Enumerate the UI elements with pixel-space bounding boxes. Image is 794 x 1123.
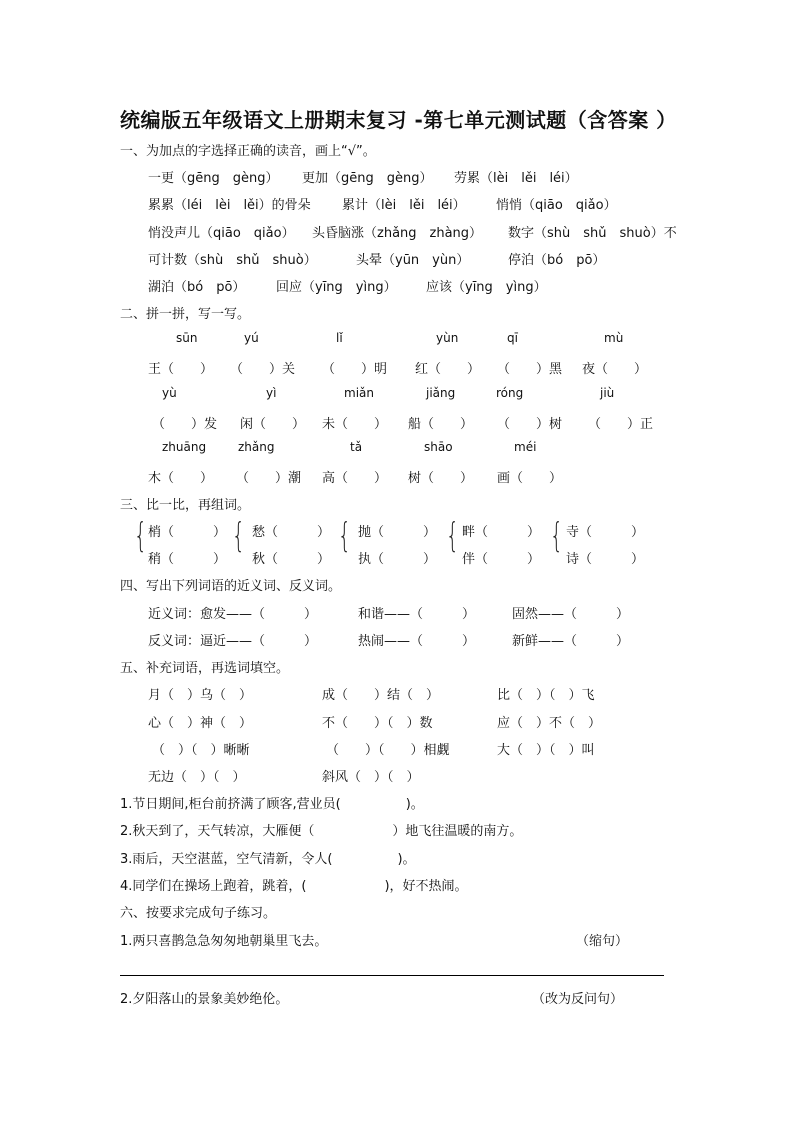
s1-item: 头晕（yūn yùn）	[356, 253, 470, 268]
blank-word: 王（ ）	[148, 362, 214, 377]
compare-word: 稍（ ）	[148, 552, 227, 567]
section-2-heading: 二、拼一拼，写一写。	[120, 307, 251, 322]
synonym-item: 固然——（ ）	[512, 607, 630, 622]
s1-item: 劳累（lèi lěi léi）	[454, 171, 578, 186]
section-5-heading: 五、补充词语，再选词填空。	[120, 661, 290, 676]
section-3-heading: 三、比一比，再组词。	[120, 498, 251, 513]
s1-item: 累计（lèi lěi léi）	[342, 198, 466, 213]
antonym-item: 热闹——（ ）	[358, 634, 476, 649]
brace-icon: {	[338, 516, 351, 556]
blank-word: 画（ ）	[497, 471, 563, 486]
compare-word: 伴（ ）	[462, 552, 541, 567]
compare-word: 诗（ ）	[566, 552, 645, 567]
blank-word: 闲（ ）	[240, 417, 306, 432]
idiom-item: 比（ ）（ ）飞	[497, 688, 595, 703]
idiom-item: 斜风（ ）（ ）	[322, 770, 420, 785]
pinyin: tǎ	[350, 440, 363, 454]
pinyin: yùn	[436, 331, 459, 345]
blank-word: 船（ ）	[408, 417, 474, 432]
page-title: 统编版五年级语文上册期末复习 -第七单元测试题（含答案 ）	[120, 108, 677, 132]
answer-line[interactable]	[120, 975, 664, 976]
s1-item: 回应（yīng yìng）	[276, 280, 397, 295]
s1-item: 悄没声儿（qiāo qiǎo）	[148, 226, 295, 241]
idiom-item: 大（ ）（ ）叫	[497, 743, 595, 758]
blank-word: 木（ ）	[148, 471, 214, 486]
fill-question: 1.节日期间,柜台前挤满了顾客,营业员( )。	[120, 797, 424, 812]
compare-word: 寺（ ）	[566, 525, 645, 540]
pinyin: yù	[162, 386, 177, 400]
blank-word: （ ）正	[588, 417, 654, 432]
compare-word: 梢（ ）	[148, 525, 227, 540]
s1-item: 湖泊（bó pō）	[148, 280, 246, 295]
s1-item: 悄悄（qiāo qiǎo）	[496, 198, 617, 213]
idiom-item: 成（ ）结（ ）	[322, 688, 440, 703]
question-instruction: （缩句）	[576, 934, 629, 949]
s1-item: 头昏脑涨（zhǎng zhàng）	[312, 226, 483, 241]
pinyin: shāo	[424, 440, 453, 454]
synonym-item: 近义词：愈发——（ ）	[148, 607, 318, 622]
brace-icon: {	[232, 516, 245, 556]
brace-icon: {	[550, 516, 563, 556]
antonym-item: 反义词：逼近——（ ）	[148, 634, 318, 649]
blank-word: （ ）潮	[236, 471, 302, 486]
blank-word: 红（ ）	[415, 362, 481, 377]
pinyin: lǐ	[336, 331, 343, 345]
blank-word: 树（ ）	[408, 471, 474, 486]
pinyin: miǎn	[344, 386, 374, 400]
blank-word: （ ）黑	[497, 362, 563, 377]
pinyin: mù	[604, 331, 624, 345]
pinyin: qī	[507, 331, 518, 345]
s1-item: 数字（shù shǔ shuò）不	[508, 226, 677, 241]
compare-word: 执（ ）	[358, 552, 437, 567]
idiom-item: （ ）（ ）相觑	[326, 743, 450, 758]
idiom-item: （ ）（ ）晰晰	[152, 743, 250, 758]
sentence-question: 2.夕阳落山的景象美妙绝伦。	[120, 992, 289, 1007]
pinyin: jiǎng	[426, 386, 456, 400]
idiom-item: 不（ ）（ ）数	[322, 716, 433, 731]
brace-icon: {	[134, 516, 147, 556]
blank-word: （ ）树	[497, 417, 563, 432]
blank-word: （ ）关	[230, 362, 296, 377]
compare-word: 秋（ ）	[252, 552, 331, 567]
idiom-item: 月（ ）乌（ ）	[148, 688, 253, 703]
pinyin: yì	[266, 386, 277, 400]
compare-word: 畔（ ）	[462, 525, 541, 540]
compare-word: 愁（ ）	[252, 525, 331, 540]
sentence-question: 1.两只喜鹊急急匆匆地朝巢里飞去。	[120, 934, 328, 949]
blank-word: （ ）明	[322, 362, 388, 377]
s1-item: 更加（gēng gèng）	[302, 171, 433, 186]
pinyin: zhuāng	[162, 440, 207, 454]
s1-item: 应该（yīng yìng）	[426, 280, 547, 295]
pinyin: méi	[514, 440, 537, 454]
pinyin: yú	[244, 331, 259, 345]
s1-item: 累累（léi lèi lěi）的骨朵	[148, 198, 311, 213]
antonym-item: 新鲜——（ ）	[512, 634, 630, 649]
idiom-item: 心（ ）神（ ）	[148, 716, 253, 731]
pinyin: zhǎng	[238, 440, 275, 454]
pinyin: jiù	[600, 386, 615, 400]
fill-question: 4.同学们在操场上跑着，跳着，( )，好不热闹。	[120, 879, 468, 894]
s1-item: 停泊（bó pō）	[508, 253, 606, 268]
synonym-item: 和谐——（ ）	[358, 607, 476, 622]
idiom-item: 无边（ ）（ ）	[148, 770, 246, 785]
idiom-item: 应（ ）不（ ）	[497, 716, 602, 731]
section-1-heading: 一、为加点的字选择正确的读音，画上“√”。	[120, 144, 376, 159]
brace-icon: {	[446, 516, 459, 556]
section-4-heading: 四、写出下列词语的近义词、反义词。	[120, 579, 342, 594]
section-6-heading: 六、按要求完成句子练习。	[120, 906, 277, 921]
pinyin: róng	[496, 386, 524, 400]
blank-word: （ ）发	[152, 417, 218, 432]
blank-word: 夜（ ）	[582, 362, 648, 377]
blank-word: 高（ ）	[322, 471, 388, 486]
s1-item: 一更（gēng gèng）	[148, 171, 279, 186]
compare-word: 抛（ ）	[358, 525, 437, 540]
fill-question: 2.秋天到了，天气转凉，大雁便（ ）地飞往温暖的南方。	[120, 824, 523, 839]
blank-word: 未（ ）	[322, 417, 388, 432]
s1-item: 可计数（shù shǔ shuò）	[148, 253, 317, 268]
question-instruction: （改为反问句）	[532, 992, 624, 1007]
fill-question: 3.雨后，天空湛蓝，空气清新，令人( )。	[120, 852, 416, 867]
pinyin: sūn	[176, 331, 198, 345]
